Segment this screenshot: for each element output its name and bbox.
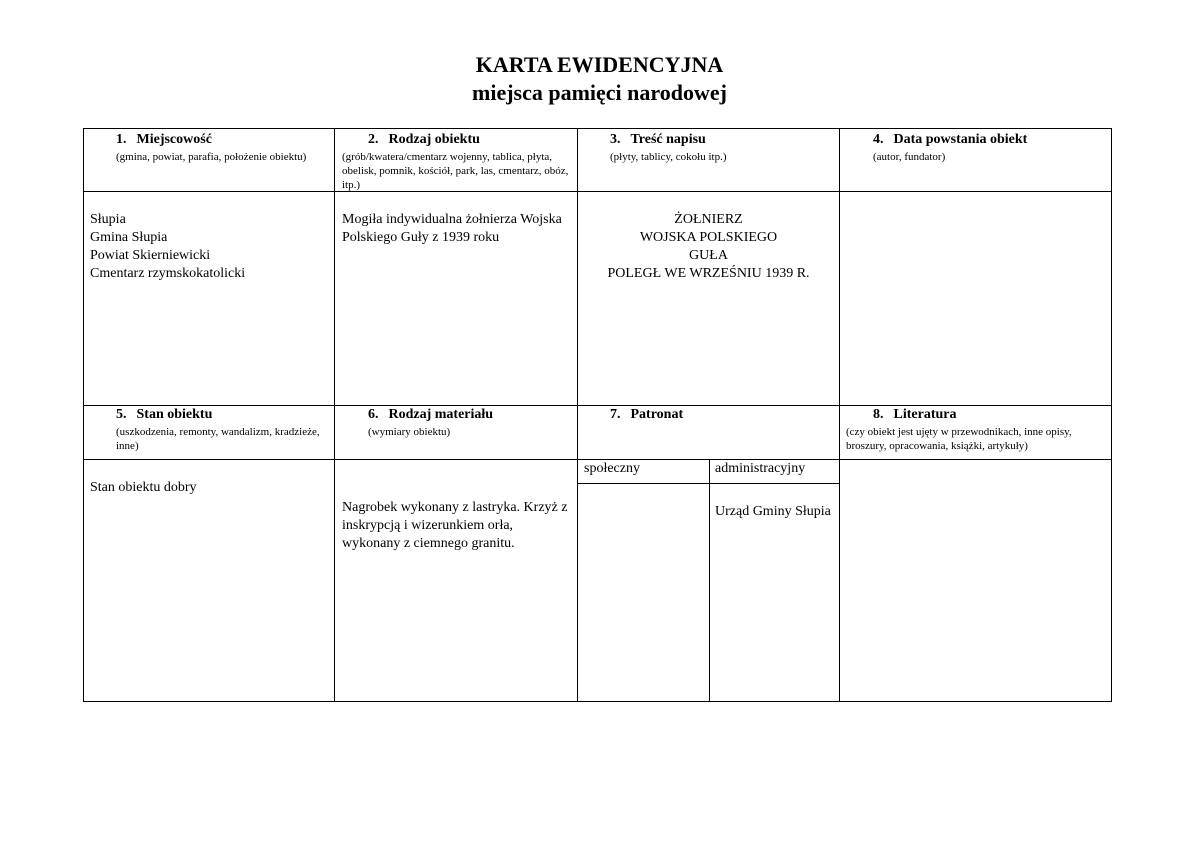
header-title: Data powstania obiekt: [893, 132, 1028, 147]
card-title: KARTA EWIDENCYJNA: [475, 52, 724, 77]
header-stan-obiektu: [116, 407, 331, 453]
header-number: 7.: [610, 407, 621, 422]
header-rodzaj-obiektu: [342, 132, 574, 192]
patronat-administracyjny-label: administracyjny: [715, 461, 806, 476]
inscription-line: POLEGŁ WE WRZEŚNIU 1939 R.: [607, 266, 810, 281]
header-title: Miejscowość: [136, 132, 212, 147]
header-number: 6.: [368, 407, 379, 422]
header-tresc-napisu: [610, 132, 836, 164]
patronat-column-divider: [709, 459, 710, 701]
value-tresc-napisu: [578, 211, 839, 283]
header-hint: (autor, fundator): [873, 151, 946, 163]
row-divider: [84, 405, 1111, 406]
header-hint: (wymiary obiektu): [368, 426, 451, 438]
column-divider: [334, 129, 335, 701]
inscription-line: ŻOŁNIERZ: [674, 212, 743, 227]
header-hint: (płyty, tablicy, cokołu itp.): [610, 151, 727, 163]
header-title: Patronat: [630, 407, 684, 422]
value-line: Powiat Skierniewicki: [90, 248, 211, 263]
value-line: Słupia: [90, 212, 126, 227]
header-hint: (gmina, powiat, parafia, położenie obiektu): [116, 151, 307, 163]
patronat-administracyjny-value: Urząd Gminy Słupia: [715, 504, 831, 519]
header-title: Stan obiektu: [136, 407, 213, 422]
header-title: Literatura: [893, 407, 957, 422]
header-number: 2.: [368, 132, 379, 147]
header-rodzaj-materialu: [368, 407, 573, 439]
inscription-line: WOJSKA POLSKIEGO: [639, 230, 778, 245]
row-divider: [84, 191, 1111, 192]
value-miejscowosc: [90, 211, 330, 283]
record-table: [83, 128, 1112, 702]
header-hint: (czy obiekt jest ujęty w przewodnikach, inne opisy, broszury, opracowania, książki, artykuły): [846, 426, 1072, 452]
value-stan-obiektu: Stan obiektu dobry: [90, 480, 197, 495]
patronat-spoleczny-label: społeczny: [584, 461, 640, 476]
header-number: 1.: [116, 132, 127, 147]
header-data-powstania: [873, 132, 1109, 164]
header-literatura: [846, 407, 1111, 453]
header-hint: (grób/kwatera/cmentarz wojenny, tablica, płyta, obelisk, pomnik, kościół, park, las, cmentarz, obóz, itp.): [342, 151, 569, 191]
header-miejscowosc: [116, 132, 331, 164]
column-divider: [839, 129, 840, 701]
header-number: 3.: [610, 132, 621, 147]
header-title: Rodzaj materiału: [388, 407, 494, 422]
header-number: 5.: [116, 407, 127, 422]
header-title: Treść napisu: [630, 132, 706, 147]
header-hint: (uszkodzenia, remonty, wandalizm, kradzieże, inne): [116, 426, 320, 452]
header-number: 4.: [873, 132, 884, 147]
header-number: 8.: [873, 407, 884, 422]
value-line: Cmentarz rzymskokatolicki: [90, 266, 246, 281]
header-patronat: [610, 407, 836, 423]
header-title: Rodzaj obiektu: [388, 132, 480, 147]
inscription-line: GUŁA: [689, 248, 728, 263]
card-subtitle: miejsca pamięci narodowej: [472, 80, 727, 105]
value-line: Gmina Słupia: [90, 230, 168, 245]
value-rodzaj-obiektu: Mogiła indywidualna żołnierza Wojska Polskiego Guły z 1939 roku: [342, 212, 562, 245]
value-rodzaj-materialu: Nagrobek wykonany z lastryka. Krzyż z inskrypcją i wizerunkiem orła, wykonany z ciemnego granitu.: [342, 500, 568, 551]
